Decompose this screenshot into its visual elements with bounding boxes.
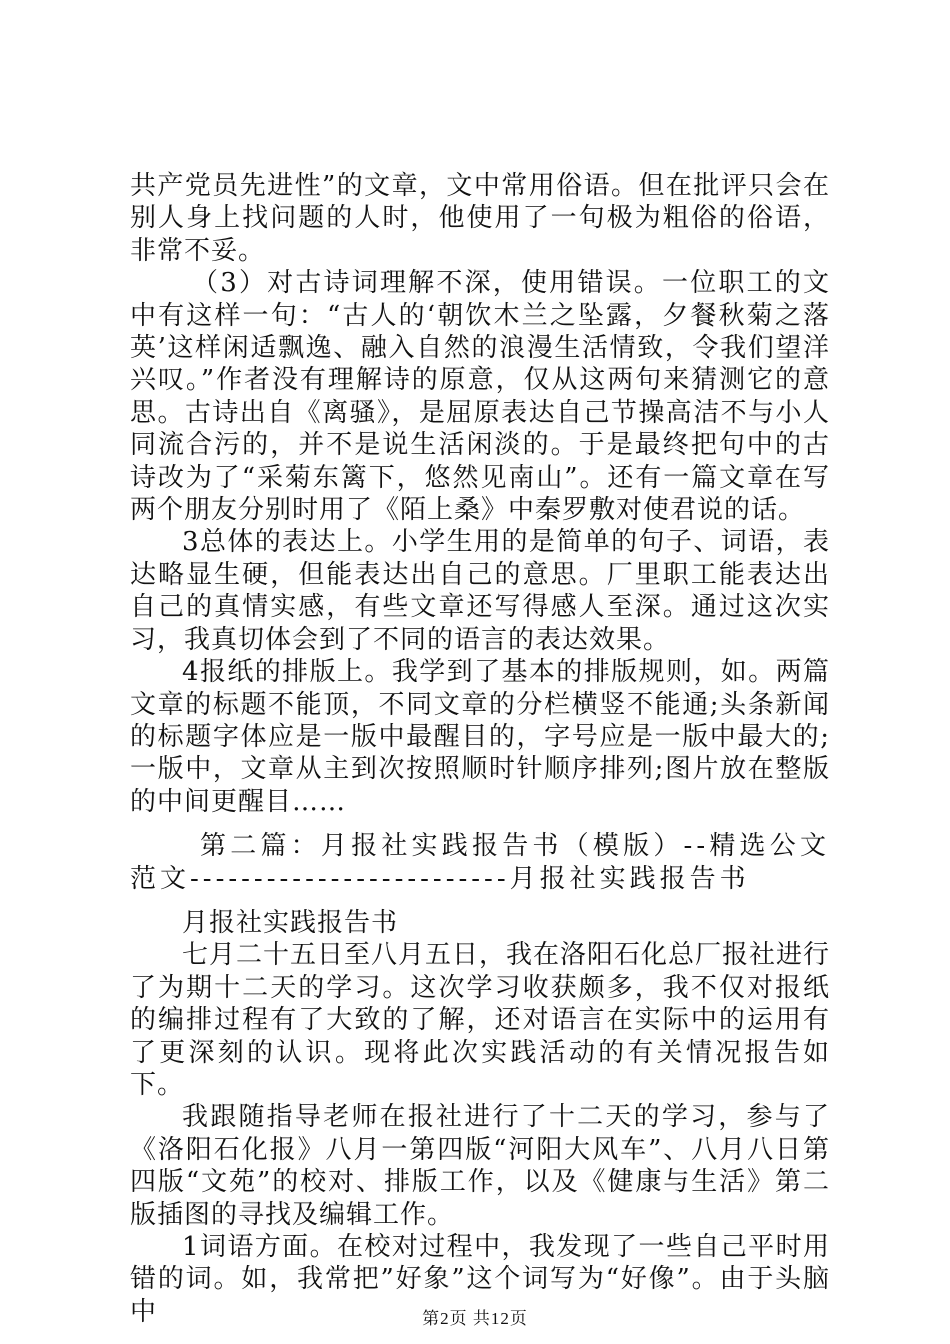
paragraph-layout-rules: 4报纸的排版上。我学到了基本的排版规则，如。两篇文章的标题不能顶，不同文章的分栏横竖不能通;头条新闻的标题字体应是一版中最醒目的，字号应是一版中最大的;一版中，文章从主到次按照顺时针顺序排列;图片放在整版的中间更醒目…… (130, 657, 830, 817)
page-number-footer: 第2页 共12页 (422, 1309, 528, 1328)
paragraph-continuation: 共产党员先进性”的文章，文中常用俗语。但在批评只会在别人身上找问题的人时，他使用了一句极为粗俗的俗语，非常不妥。 (130, 171, 830, 266)
section-heading: 第二篇：月报社实践报告书（模版）--精选公文范文-------------------------月报社实践报告书 (130, 831, 830, 894)
paragraph-work-done: 我跟随指导老师在报社进行了十二天的学习，参与了《洛阳石化报》八月一第四版“河阳大风车”、八月八日第四版“文苑”的校对、排版工作，以及《健康与生活》第二版插图的寻找及编辑工作。 (130, 1102, 830, 1230)
paragraph-overall-expression: 3总体的表达上。小学生用的是简单的句子、词语，表达略显生硬，但能表达出自己的意思。厂里职工能表达出自己的真情实感，有些文章还写得感人至深。通过这次实习，我真切体会到了不同的语言的表达效果。 (130, 527, 830, 655)
paragraph-intro: 七月二十五日至八月五日，我在洛阳石化总厂报社进行了为期十二天的学习。这次学习收获颇多，我不仅对报纸的编排过程有了大致的了解，还对语言在实际中的运用有了更深刻的认识。现将此次实践活动的有关情况报告如下。 (130, 940, 831, 1100)
report-title: 月报社实践报告书 (182, 907, 399, 938)
paragraph-ancient-poetry: （3）对古诗词理解不深，使用错误。一位职工的文中有这样一句：“古人的‘朝饮木兰之坠露，夕餐秋菊之落英’这样闲适飘逸、融入自然的浪漫生活情致，令我们望洋兴叹。”作者没有理解诗的原意，仅从这两句来猜测它的意思。古诗出自《离骚》，是屈原表达自己节操高洁不与小人同流合污的，并不是说生活闲淡的。于是最终把句中的古诗改为了“采菊东篱下，悠然见南山”。还有一篇文章在写两个朋友分别时用了《陌上桑》中秦罗敷对使君说的话。 (130, 268, 830, 526)
paragraph-vocabulary: 1词语方面。在校对过程中，我发现了一些自己平时用错的词。如，我常把”好象”这个词写为“好像”。由于头脑中 (130, 1232, 830, 1327)
document-body (130, 170, 830, 1328)
